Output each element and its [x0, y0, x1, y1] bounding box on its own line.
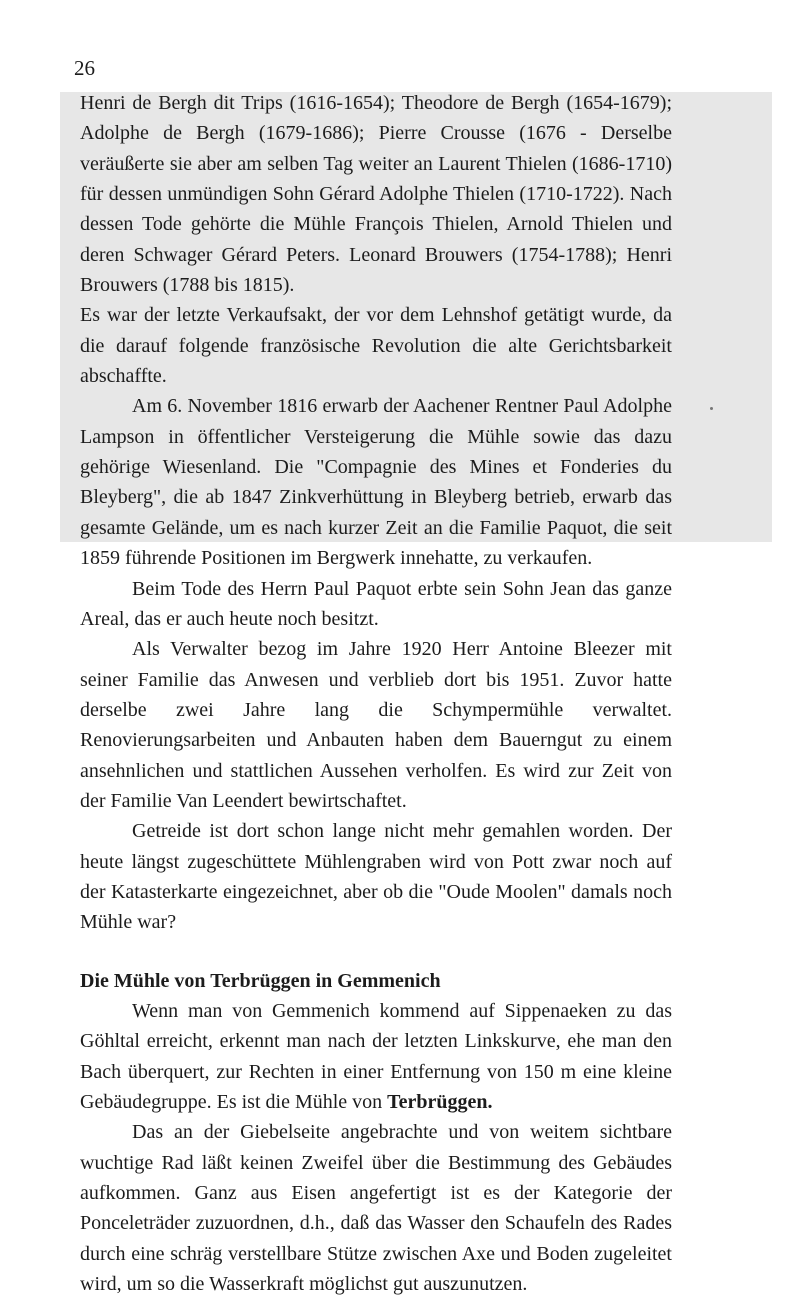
- paragraph-getreide: Getreide ist dort schon lange nicht mehr gemahlen worden. Der heute längst zugeschüttete Mühlengraben wird von Pott zwar noch auf der Katasterkarte eingezeichnet, aber ob die "Oude Moolen" damals noch Mühle war?: [80, 820, 672, 934]
- paragraph-wheel: Das an der Giebelseite angebrachte und von weitem sichtbare wuchtige Rad läßt keinen Zweifel über die Bestimmung des Gebäudes aufkommen. Ganz aus Eisen angefertigt ist es der Kategorie der Ponceleträder zuzuordnen, d.h., daß das Wasser den Schaufeln des Rades durch eine schräg verstellbare Stütze zwischen Axe und Boden zugeleitet wird, um so die Wasserkraft möglichst gut auszunutzen.: [80, 1121, 672, 1296]
- paragraph-paquot: Beim Tode des Herrn Paul Paquot erbte sein Sohn Jean das ganze Areal, das er auch heute noch besitzt.: [80, 577, 672, 630]
- body-text: [80, 88, 672, 1299]
- paragraph-owners-list: Henri de Bergh dit Trips (1616-1654); Theodore de Bergh (1654-1679); Adolphe de Bergh (1679-1686); Pierre Crousse (1676 - Derselbe veräußerte sie aber am selben Tag weiter an Laurent Thielen (1686-1710) für dessen unmündigen Sohn Gérard Adolphe Thielen (1710-1722). Nach dessen Tode gehörte die Mühle François Thielen, Arnold Thielen und deren Schwager Gérard Peters. Leonard Brouwers (1754-1788); Henri Brouwers (1788 bis 1815).: [80, 92, 672, 297]
- bold-mill-name: Terbrüggen.: [387, 1091, 493, 1113]
- paragraph-lampson: Am 6. November 1816 erwarb der Aachener Rentner Paul Adolphe Lampson in öffentlicher Versteigerung die Mühle sowie das dazu gehörige Wiesenland. Die "Compagnie des Mines et Fonderies du Bleyberg", die ab 1847 Zinkverhüttung in Bleyberg betrieb, erwarb das gesamte Gelände, um es nach kurzer Zeit an die Familie Paquot, die seit 1859 führende Positionen im Bergwerk innehatte, zu verkaufen.: [80, 395, 672, 570]
- margin-speck: [710, 407, 713, 410]
- paragraph-bleezer: Als Verwalter bezog im Jahre 1920 Herr Antoine Bleezer mit seiner Familie das Anwesen und verblieb dort bis 1951. Zuvor hatte derselbe zwei Jahre lang die Schympermühle verwaltet. Renovierungsarbeiten und Anbauten haben dem Bauerngut zu einem ansehnlichen und stattlichen Aussehen verholfen. Es wird zur Zeit von der Familie Van Leendert bewirtschaftet.: [80, 638, 672, 812]
- paragraph-text: Wenn man von Gemmenich kommend auf Sippenaeken zu das Göhltal erreicht, erkennt man nach der letzten Linkskurve, ehe man den Bach überquert, zur Rechten in einer Entfernung von 150 m eine kleine Gebäudegruppe. Es ist die Mühle von: [80, 999, 672, 1113]
- paragraph-last-sale: Es war der letzte Verkaufsakt, der vor dem Lehnshof getätigt wurde, da die darauf folgende französische Revolution die alte Gerichtsbarkeit abschaffte.: [80, 304, 672, 388]
- paragraph-terbruggen-location: [80, 996, 672, 1117]
- page-number: 26: [74, 56, 95, 80]
- section-heading: Die Mühle von Terbrüggen in Gemmenich: [80, 969, 441, 992]
